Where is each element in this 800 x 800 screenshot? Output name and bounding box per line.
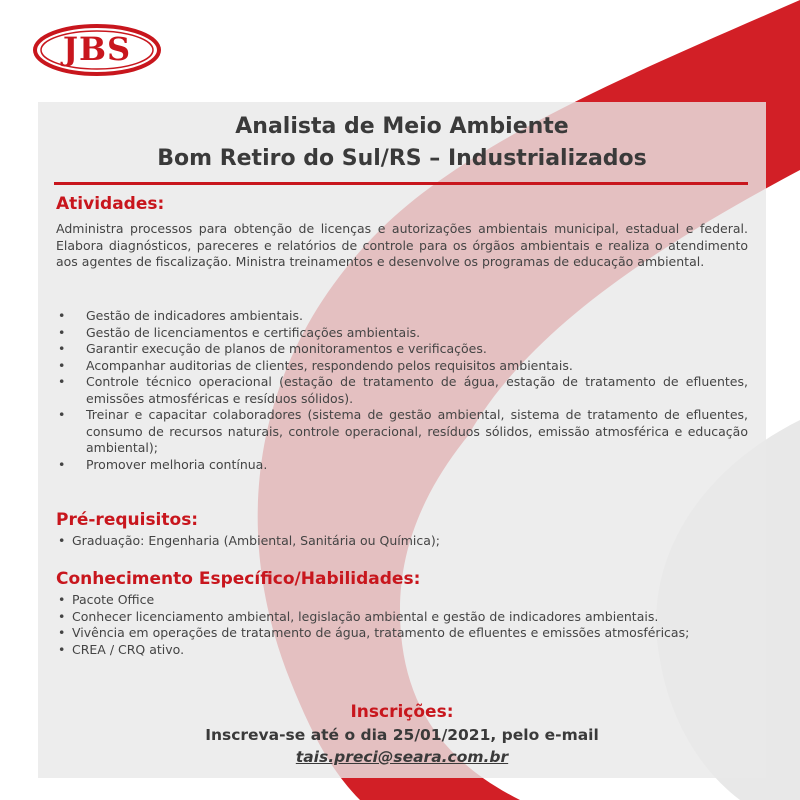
inscricoes-heading: Inscrições: <box>350 702 454 722</box>
list-item: • Pacote Office <box>58 592 155 607</box>
list-item: • Promover melhoria contínua. <box>58 456 268 472</box>
list-item: • Gestão de licenciamentos e certificações ambientais. <box>58 324 421 340</box>
job-card <box>38 102 766 778</box>
title-divider <box>54 182 748 185</box>
job-location: Bom Retiro do Sul/RS – Industrializados <box>157 146 647 171</box>
atividades-description: Administra processos para obtenção de licenças e autorizações ambientais municipal, estadual e federal. Elabora diagnósticos, pareceres e relatórios de controle para os órgãos ambientais e realiza o atendimento aos agentes de fiscalização. Ministra treinamentos e desenvolve os programas de educação ambiental. <box>56 221 748 269</box>
prerequisitos-heading: Pré-requisitos: <box>56 510 199 530</box>
logo-text: JBS <box>62 30 132 68</box>
atividades-list <box>56 308 748 473</box>
atividades-heading: Atividades: <box>56 194 165 214</box>
list-item: • Conhecer licenciamento ambiental, legislação ambiental e gestão de indicadores ambientais. <box>58 608 659 624</box>
list-item: • Graduação: Engenharia (Ambiental, Sanitária ou Química); <box>58 533 441 548</box>
list-item: • Garantir execução de planos de monitoramentos e verificações. <box>58 341 487 356</box>
conhecimento-list <box>56 592 748 658</box>
list-item: • Vivência em operações de tratamento de água, tratamento de efluentes e emissões atmosféricas; <box>58 625 690 640</box>
jbs-logo <box>32 22 162 82</box>
list-item: • Acompanhar auditorias de clientes, respondendo pelos requisitos ambientais. <box>58 357 573 373</box>
list-item: • CREA / CRQ ativo. <box>58 641 185 657</box>
list-item: • Gestão de indicadores ambientais. <box>58 308 304 323</box>
list-item: • Controle técnico operacional (estação de tratamento de água, estação de tratamento de efluentes, emissões atmosféricas e resíduos sólidos). <box>58 374 748 406</box>
prerequisitos-list <box>56 533 748 550</box>
inscricoes-text: Inscreva-se até o dia 25/01/2021, pelo e-mail <box>205 726 599 744</box>
list-item: • Treinar e capacitar colaboradores (sistema de gestão ambiental, sistema de tratamento de efluentes, consumo de recursos naturais, controle operacional, resíduos sólidos, emissão atmosférica e educação ambiental); <box>58 407 748 455</box>
job-title: Analista de Meio Ambiente <box>235 114 569 139</box>
conhecimento-heading: Conhecimento Específico/Habilidades: <box>56 569 421 589</box>
contact-email-link[interactable]: tais.preci@seara.com.br <box>295 748 509 766</box>
